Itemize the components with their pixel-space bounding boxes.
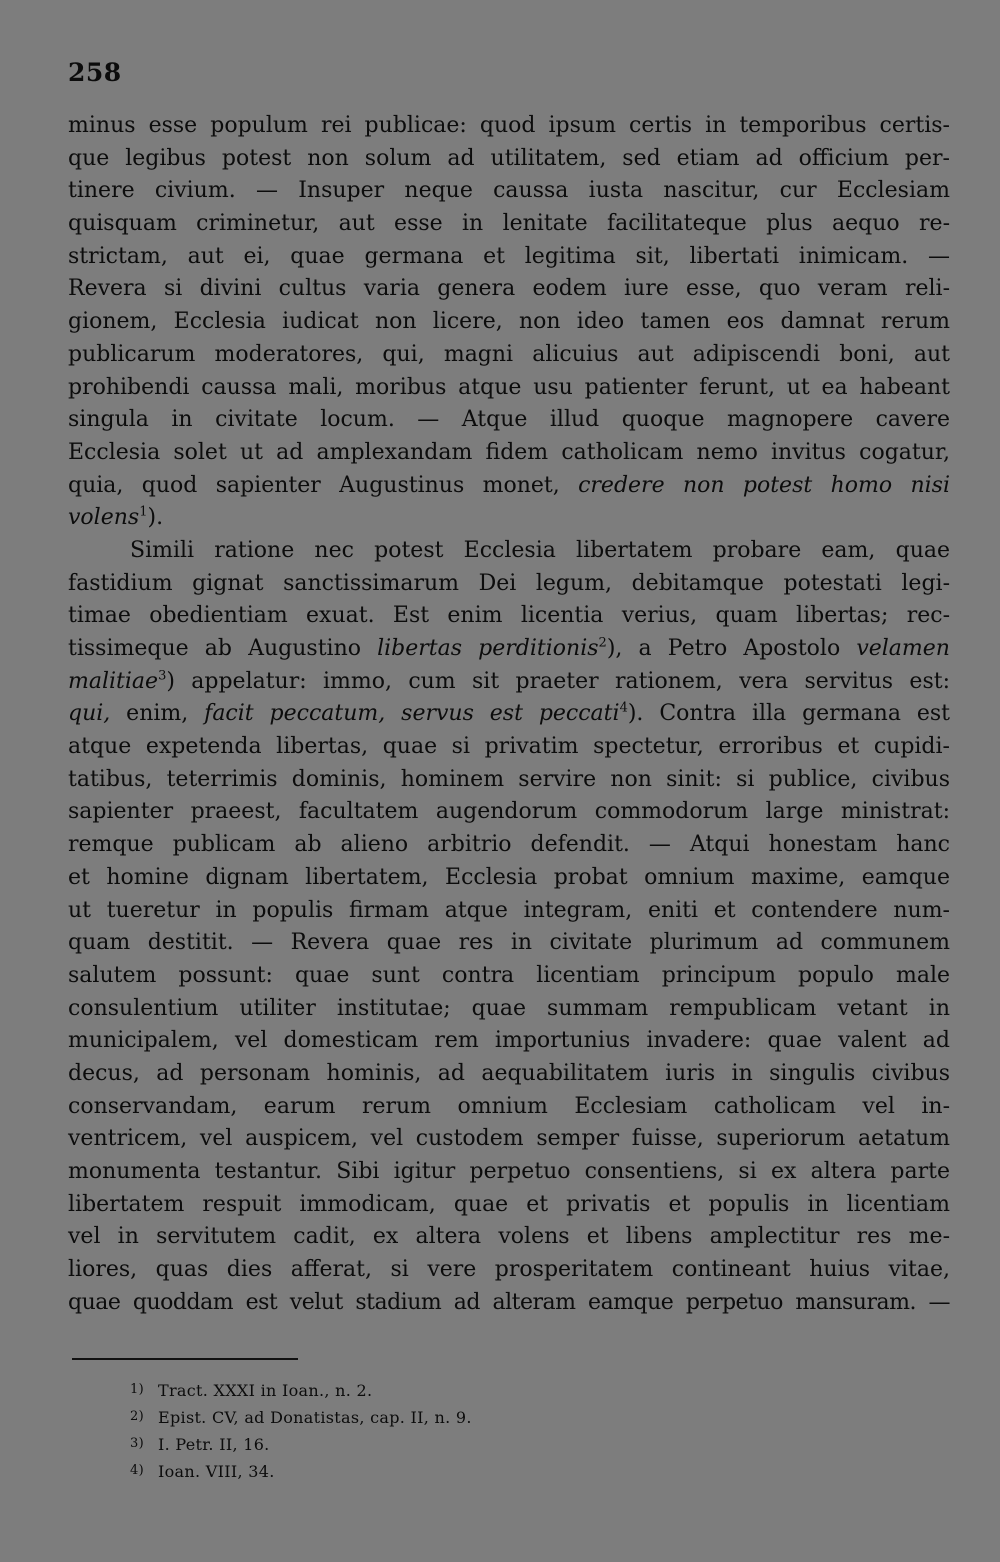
text-line	[68, 535, 950, 568]
line-text: gionem, Ecclesia iudicat non licere, non ideo tamen eos damnat rerum	[68, 309, 950, 335]
text-line	[68, 306, 950, 339]
text-line	[68, 731, 950, 764]
text-line	[68, 764, 950, 797]
text-line	[68, 372, 950, 405]
text-line	[68, 1254, 950, 1287]
italic-text: volens	[68, 505, 140, 531]
page-number: 258	[68, 58, 122, 87]
footnote-reference: 1	[139, 504, 148, 520]
text-line	[68, 1287, 950, 1320]
footnote-mark: 1)	[130, 1382, 144, 1397]
text-line	[68, 339, 950, 372]
text-line	[68, 470, 950, 503]
footnote	[130, 1457, 472, 1484]
footnote-reference: 3	[158, 668, 167, 684]
text-line	[68, 1123, 950, 1156]
text-line	[68, 600, 950, 633]
line-text: atque expetenda libertas, quae si privatim spectetur, erroribus et cupidi-	[68, 734, 950, 760]
line-text: ) appelatur: immo, cum sit praeter rationem, vera servitus est:	[166, 668, 950, 694]
body-text	[68, 110, 950, 1319]
text-line	[68, 437, 950, 470]
text-line	[68, 960, 950, 993]
text-line	[68, 1025, 950, 1058]
line-text: que legibus potest non solum ad utilitatem, sed etiam ad officium per-	[68, 145, 950, 171]
text-line	[68, 698, 950, 731]
text-line	[68, 175, 950, 208]
line-text: conservandam, earum rerum omnium Ecclesiam catholicam vel in-	[68, 1093, 950, 1119]
line-text: libertatem respuit immodicam, quae et privatis et populis in licentiam	[68, 1191, 950, 1217]
footnote-separator	[72, 1358, 298, 1360]
text-line	[68, 1156, 950, 1189]
line-text: tatibus, teterrimis dominis, hominem servire non sinit: si publice, civibus	[68, 766, 950, 792]
line-text: prohibendi caussa mali, moribus atque usu patienter ferunt, ut ea habeant	[68, 374, 950, 400]
footnote	[130, 1376, 472, 1403]
line-text: quisquam criminetur, aut esse in lenitate facilitateque plus aequo re-	[68, 211, 950, 237]
line-text: tissimeque ab Augustino	[68, 636, 361, 661]
line-text: ). Contra illa germana est	[627, 701, 950, 727]
text-line	[68, 796, 950, 829]
line-text: minus esse populum rei publicae: quod ipsum certis in temporibus certis-	[68, 113, 950, 138]
line-text: liores, quas dies afferat, si vere prosperitatem contineant huius vitae,	[68, 1257, 950, 1283]
text-line	[68, 143, 950, 176]
line-text: decus, ad personam hominis, ad aequabilitatem iuris in singulis civibus	[68, 1060, 950, 1086]
line-text: strictam, aut ei, quae germana et legitima sit, libertati inimicam. —	[68, 243, 950, 269]
footnote	[130, 1403, 472, 1430]
line-text: monumenta testantur. Sibi igitur perpetuo consentiens, si ex altera parte	[68, 1159, 950, 1184]
italic-text: qui,	[68, 701, 111, 727]
footnotes	[130, 1376, 472, 1484]
line-text: fastidium gignat sanctissimarum Dei legum, debitamque potestati legi-	[68, 570, 950, 596]
text-line	[68, 208, 950, 241]
line-text: Ecclesia solet ut ad amplexandam fidem catholicam nemo invitus cogatur,	[68, 439, 950, 465]
text-line	[68, 568, 950, 601]
footnote-text: Epist. CV, ad Donatistas, cap. II, n. 9.	[158, 1408, 472, 1427]
text-line	[68, 1091, 950, 1124]
line-text: quam destitit. — Revera quae res in civitate plurimum ad communem	[68, 930, 950, 956]
text-line	[68, 993, 950, 1026]
italic-text: velamen	[856, 636, 950, 661]
line-text: ventricem, vel auspicem, vel custodem semper fuisse, superiorum aetatum	[68, 1126, 950, 1152]
line-text: municipalem, vel domesticam rem importunius invadere: quae valent ad	[68, 1028, 950, 1054]
line-text: ), a Petro Apostolo	[606, 636, 841, 661]
footnote-reference: 4	[619, 701, 628, 717]
line-text: quia, quod sapienter Augustinus monet,	[68, 472, 560, 498]
line-text: Simili ratione nec potest Ecclesia libertatem probare eam, quae	[130, 537, 950, 563]
footnote-text: I. Petr. II, 16.	[158, 1435, 270, 1454]
line-text: salutem possunt: quae sunt contra licentiam principum populo male	[68, 962, 950, 988]
text-line	[68, 927, 950, 960]
text-line	[68, 273, 950, 306]
footnote-reference: 2	[598, 635, 607, 651]
text-line	[68, 502, 950, 535]
text-line	[68, 110, 950, 143]
line-text: publicarum moderatores, qui, magni alicuius aut adipiscendi boni, aut	[68, 341, 950, 367]
italic-text: malitiae	[68, 668, 159, 694]
line-text: vel in servitutem cadit, ex altera volens et libens amplectitur res me-	[68, 1224, 950, 1250]
line-text: singula in civitate locum. — Atque illud quoque magnopere cavere	[68, 407, 950, 433]
text-line	[68, 862, 950, 895]
footnote-mark: 2)	[130, 1409, 144, 1424]
line-text: quae quoddam est velut stadium ad alteram eamque perpetuo mansuram. —	[68, 1289, 950, 1315]
line-text: Revera si divini cultus varia genera eodem iure esse, quo veram reli-	[68, 276, 950, 302]
text-line	[68, 1189, 950, 1222]
text-line	[68, 241, 950, 274]
italic-text: facit peccatum, servus est peccati	[204, 701, 620, 727]
text-line	[68, 895, 950, 928]
line-text: ).	[147, 505, 164, 531]
italic-text: libertas perditionis	[377, 636, 599, 661]
text-line	[68, 404, 950, 437]
text-line	[68, 633, 950, 666]
italic-text: credere non potest homo nisi	[578, 472, 950, 498]
line-text: enim,	[110, 701, 189, 727]
text-line	[68, 1058, 950, 1091]
text-line	[68, 1221, 950, 1254]
line-text: remque publicam ab alieno arbitrio defendit. — Atqui honestam hanc	[68, 832, 950, 858]
line-text: consulentium utiliter institutae; quae summam rempublicam vetant in	[68, 995, 950, 1021]
footnote-text: Tract. XXXI in Ioan., n. 2.	[158, 1381, 373, 1400]
line-text: timae obedientiam exuat. Est enim licentia verius, quam libertas; rec-	[68, 603, 950, 629]
footnote-mark: 4)	[130, 1463, 144, 1478]
text-line	[68, 666, 950, 699]
line-text: et homine dignam libertatem, Ecclesia probat omnium maxime, eamque	[68, 864, 950, 890]
footnote-text: Ioan. VIII, 34.	[158, 1462, 275, 1481]
line-text: tinere civium. — Insuper neque caussa iusta nascitur, cur Ecclesiam	[68, 178, 950, 204]
line-text: sapienter praeest, facultatem augendorum commodorum large ministrat:	[68, 799, 950, 825]
footnote	[130, 1430, 472, 1457]
line-text: ut tueretur in populis firmam atque integram, eniti et contendere num-	[68, 897, 950, 923]
footnote-mark: 3)	[130, 1436, 144, 1451]
text-line	[68, 829, 950, 862]
